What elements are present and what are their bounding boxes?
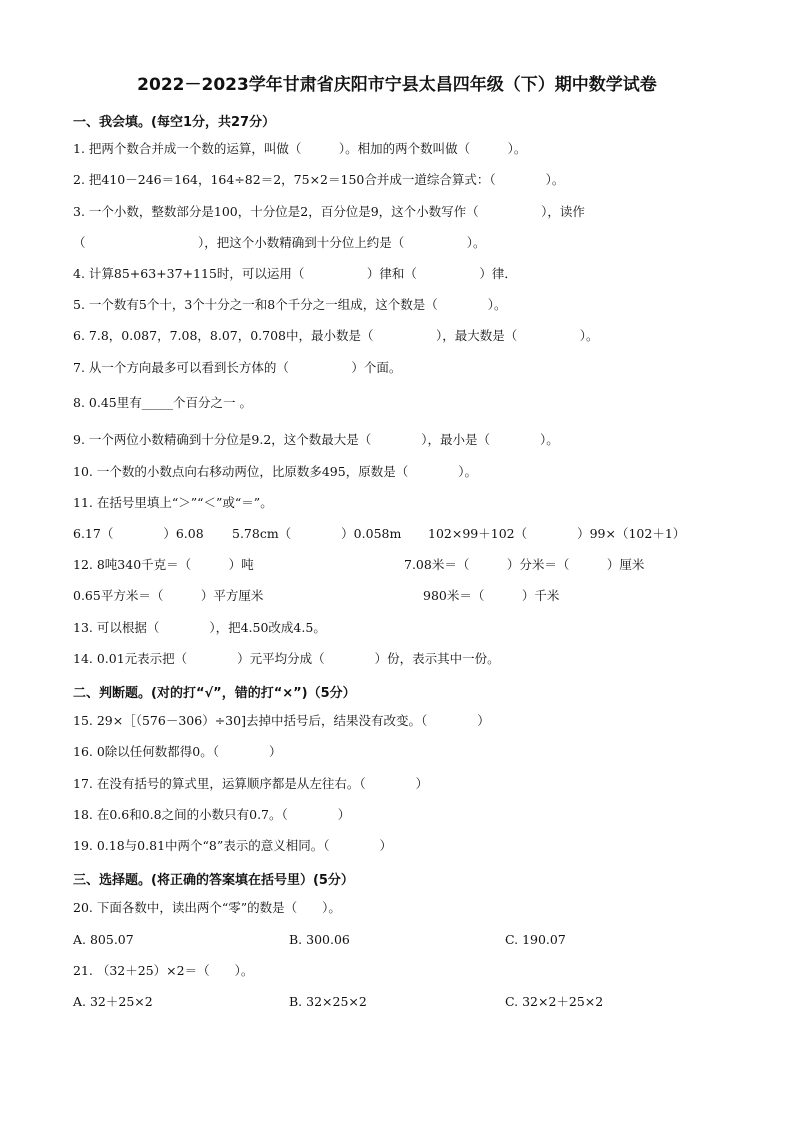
q11-comparison-1: 6.17（ ）6.08 xyxy=(73,526,204,541)
section-heading-multiple-choice: 三、选择题。(将正确的答案填在括号里）(5分） xyxy=(73,873,354,888)
question-4: 4. 计算85+63+37+115时，可以运用（ ）律和（ ）律． xyxy=(73,266,517,281)
question-11: 11. 在括号里填上“＞”“＜”或“＝”。 xyxy=(73,495,273,510)
page-title: 2022－2023学年甘肃省庆阳市宁县太昌四年级（下）期中数学试卷 xyxy=(137,75,657,95)
question-14: 14. 0.01元表示把（ ）元平均分成（ ）份，表示其中一份。 xyxy=(73,651,500,666)
question-17: 17. 在没有括号的算式里，运算顺序都是从左往右。（ ） xyxy=(73,776,429,791)
q12-item-4: 980米＝（ ）千米 xyxy=(423,588,560,603)
question-13: 13. 可以根据（ ），把4.50改成4.5。 xyxy=(73,620,326,635)
question-8: 8. 0.45里有_____个百分之一 。 xyxy=(73,395,252,410)
question-1: 1. 把两个数合并成一个数的运算，叫做（ ）。相加的两个数叫做（ ）。 xyxy=(73,141,527,156)
q12-item-2: 7.08米＝（ ）分米＝（ ）厘米 xyxy=(404,557,645,572)
question-7: 7. 从一个方向最多可以看到长方体的（ ）个面。 xyxy=(73,360,402,375)
q12-item-3: 0.65平方米＝（ ）平方厘米 xyxy=(73,588,264,603)
section-heading-true-false: 二、判断题。(对的打“√”，错的打“×”)（5分） xyxy=(73,686,356,701)
question-9: 9. 一个两位小数精确到十分位是9.2，这个数最大是（ ），最小是（ ）。 xyxy=(73,432,559,447)
question-5: 5. 一个数有5个十，3个十分之一和8个千分之一组成，这个数是（ ）。 xyxy=(73,297,507,312)
q12-item-1: 12. 8吨340千克＝（ ）吨 xyxy=(73,557,254,572)
question-10: 10. 一个数的小数点向右移动两位，比原数多495，原数是（ ）。 xyxy=(73,464,477,479)
question-19: 19. 0.18与0.81中两个“8”表示的意义相同。（ ） xyxy=(73,838,393,853)
q20-option-b: B. 300.06 xyxy=(289,932,350,947)
question-18: 18. 在0.6和0.8之间的小数只有0.7。（ ） xyxy=(73,807,351,822)
q20-option-a: A. 805.07 xyxy=(73,932,134,947)
question-6: 6. 7.8，0.087，7.08，8.07，0.708中，最小数是（ ），最大数是（ ）。 xyxy=(73,328,599,343)
question-3-line-1: 3. 一个小数，整数部分是100，十分位是2，百分位是9，这个小数写作（ ），读作 xyxy=(73,204,585,219)
q21-option-a: A. 32＋25×2 xyxy=(73,994,153,1009)
q20-option-c: C. 190.07 xyxy=(505,932,566,947)
question-16: 16. 0除以任何数都得0。（ ） xyxy=(73,744,282,759)
q21-option-c: C. 32×2＋25×2 xyxy=(505,994,604,1009)
q11-comparison-3: 102×99＋102（ ）99×（102＋1） xyxy=(428,526,686,541)
question-21: 21. （32＋25）×2＝（ ）。 xyxy=(73,963,254,978)
question-20: 20. 下面各数中，读出两个“零”的数是（ ）。 xyxy=(73,900,341,915)
q21-option-b: B. 32×25×2 xyxy=(289,994,367,1009)
question-3-line-2: （ ），把这个小数精确到十分位上约是（ ）。 xyxy=(73,235,486,250)
q11-comparison-2: 5.78cm（ ）0.058m xyxy=(232,526,402,541)
question-2: 2. 把410－246＝164，164÷82＝2，75×2＝150合并成一道综合算式：（ ）。 xyxy=(73,172,565,187)
question-15: 15. 29×［（576－306）÷30]去掉中括号后，结果没有改变。（ ） xyxy=(73,713,490,728)
section-heading-fill-in: 一、我会填。(每空1分，共27分） xyxy=(73,115,276,130)
